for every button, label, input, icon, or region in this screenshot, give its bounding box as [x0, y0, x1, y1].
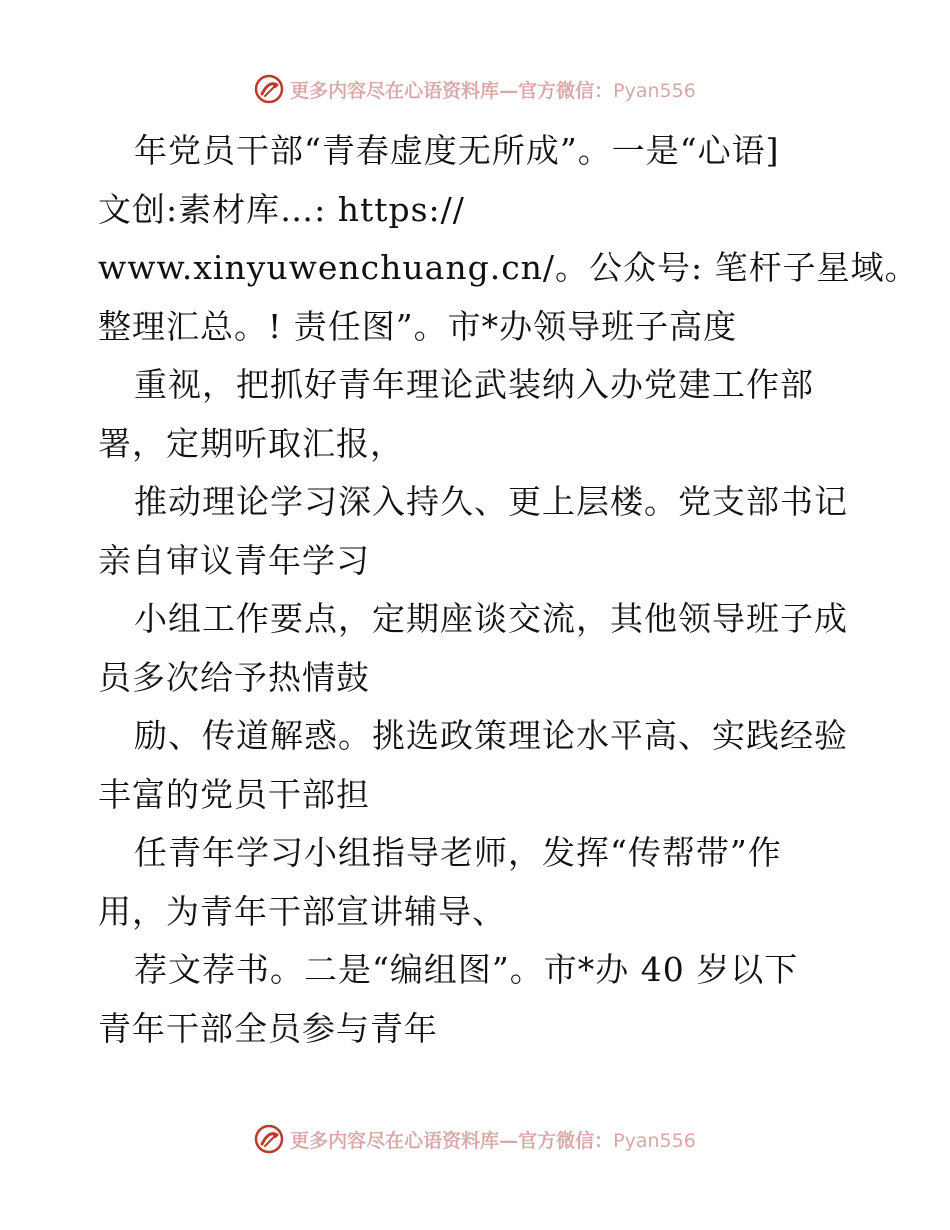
- body-line: 用，为青年干部宣讲辅导、: [98, 891, 506, 931]
- body-line: 年党员干部“青春虚度无所成”。一是“心语]: [134, 131, 780, 170]
- footer-banner: [0, 1122, 950, 1156]
- footer-wechat-id: Pyan556: [613, 1129, 696, 1152]
- body-line: 小组工作要点，定期座谈交流，其他领导班子成: [134, 599, 848, 638]
- body-line: 励、传道解惑。挑选政策理论水平高、实践经验: [134, 716, 848, 755]
- body-line: 推动理论学习深入持久、更上层楼。党支部书记: [134, 482, 848, 521]
- body-line: 员多次给予热情鼓: [98, 657, 370, 697]
- body-line: 重视，把抓好青年理论武装纳入办党建工作部: [134, 365, 814, 404]
- body-line: 文创:素材库…: https://: [98, 189, 465, 229]
- body-line: 荐文荐书。二是“编组图”。市*办 40 岁以下: [134, 950, 799, 989]
- body-line: 署，定期听取汇报，: [98, 423, 404, 463]
- header-banner: [0, 72, 950, 106]
- body-line: 丰富的党员干部担: [98, 774, 370, 814]
- body-line: 整理汇总。! 责任图”。市*办领导班子高度: [98, 306, 738, 346]
- xinyu-logo-icon: [254, 1124, 284, 1154]
- body-line: 青年干部全员参与青年: [98, 1008, 438, 1048]
- header-banner-text: 更多内容尽在心语资料库—官方微信：Pyan556: [290, 79, 696, 102]
- header-wechat-id: Pyan556: [613, 79, 696, 102]
- body-line: 亲自审议青年学习: [98, 540, 370, 580]
- document-body: [98, 122, 919, 1058]
- footer-banner-text: 更多内容尽在心语资料库—官方微信：Pyan556: [290, 1129, 696, 1152]
- xinyu-logo-icon: [254, 74, 284, 104]
- body-line: 任青年学习小组指导老师，发挥“传帮带”作: [134, 833, 782, 872]
- body-line: www.xinyuwenchuang.cn/。公众号: 笔杆子星域。: [98, 248, 919, 287]
